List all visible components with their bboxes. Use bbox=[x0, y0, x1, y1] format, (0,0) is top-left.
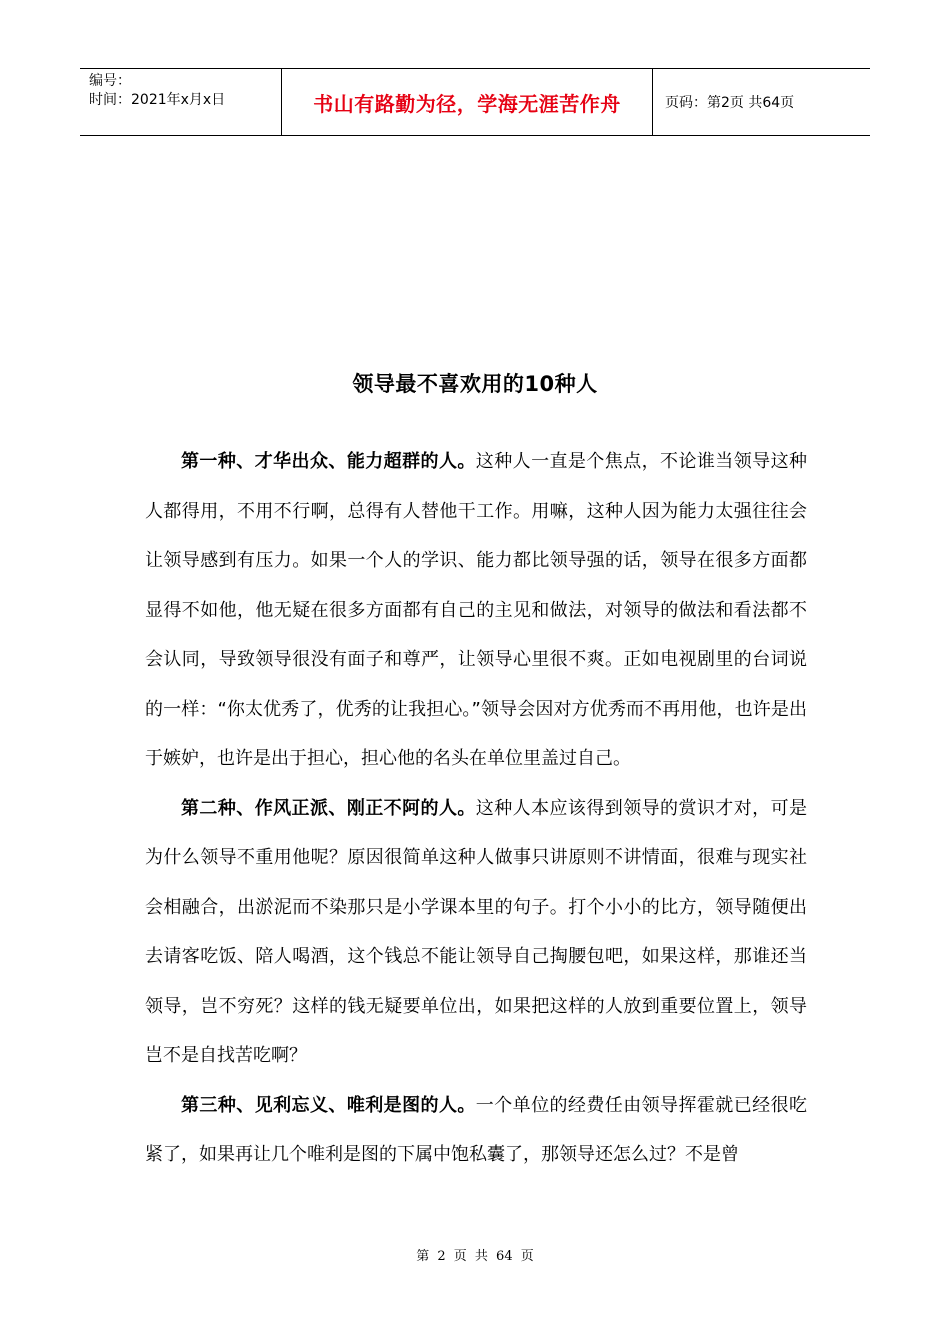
document-body bbox=[145, 437, 807, 1180]
paragraph-lead: 第一种、才华出众、能力超群的人。 bbox=[181, 451, 476, 472]
paragraph-text: 这种人本应该得到领导的赏识才对，可是为什么领导不重用他呢？原因很简单这种人做事只讲原则不讲情面，很难与现实社会相融合，出淤泥而不染那只是小学课本里的句子。打个小小的比方，领导随便出去请客吃饭、陪人喝酒，这个钱总不能让领导自己掏腰包吧，如果这样，那谁还当领导，岂不穷死？这样的钱无疑要单位出，如果把这样的人放到重要位置上，领导岂不是自找苦吃啊？ bbox=[145, 797, 808, 1066]
paragraph bbox=[145, 437, 807, 784]
paragraph-lead: 第二种、作风正派、刚正不阿的人。 bbox=[181, 797, 476, 819]
page-footer: 第 2 页 共 64 页 bbox=[416, 1249, 534, 1264]
paragraph bbox=[145, 784, 807, 1081]
paragraph-lead: 第三种、见利忘义、唯利是图的人。 bbox=[181, 1094, 476, 1116]
date-label: 时间：2021年x月x日 bbox=[89, 92, 226, 108]
header-motto: 书山有路勤为径，学海无涯苦作舟 bbox=[281, 69, 653, 135]
number-label: 编号： bbox=[89, 73, 131, 89]
paragraph bbox=[145, 1081, 807, 1180]
document-title: 领导最不喜欢用的10种人 bbox=[352, 372, 598, 396]
paragraph-text: 这种人一直是个焦点，不论谁当领导这种人都得用，不用不行啊，总得有人替他干工作。用嘛，这种人因为能力太强往往会让领导感到有压力。如果一个人的学识、能力都比领导强的话，领导在很多方面都显得不如他，他无疑在很多方面都有自己的主见和做法，对领导的做法和看法都不会认同，导致领导很没有面子和尊严，让领导心里很不爽。正如电视剧里的台词说的一样：“你太优秀了，优秀的让我担心。”领导会因对方优秀而不再用他，也许是出于嫉妒，也许是出于担心，担心他的名头在单位里盖过自己。 bbox=[145, 451, 808, 769]
header-page-info: 页码：第2页 共64页 bbox=[665, 95, 795, 111]
header-left-cell bbox=[80, 69, 281, 135]
paragraph-text: 一个单位的经费任由领导挥霍就已经很吃紧了，如果再让几个唯利是图的下属中饱私囊了，那领导还怎么过？不是曾 bbox=[145, 1094, 808, 1165]
header-table bbox=[80, 68, 870, 136]
